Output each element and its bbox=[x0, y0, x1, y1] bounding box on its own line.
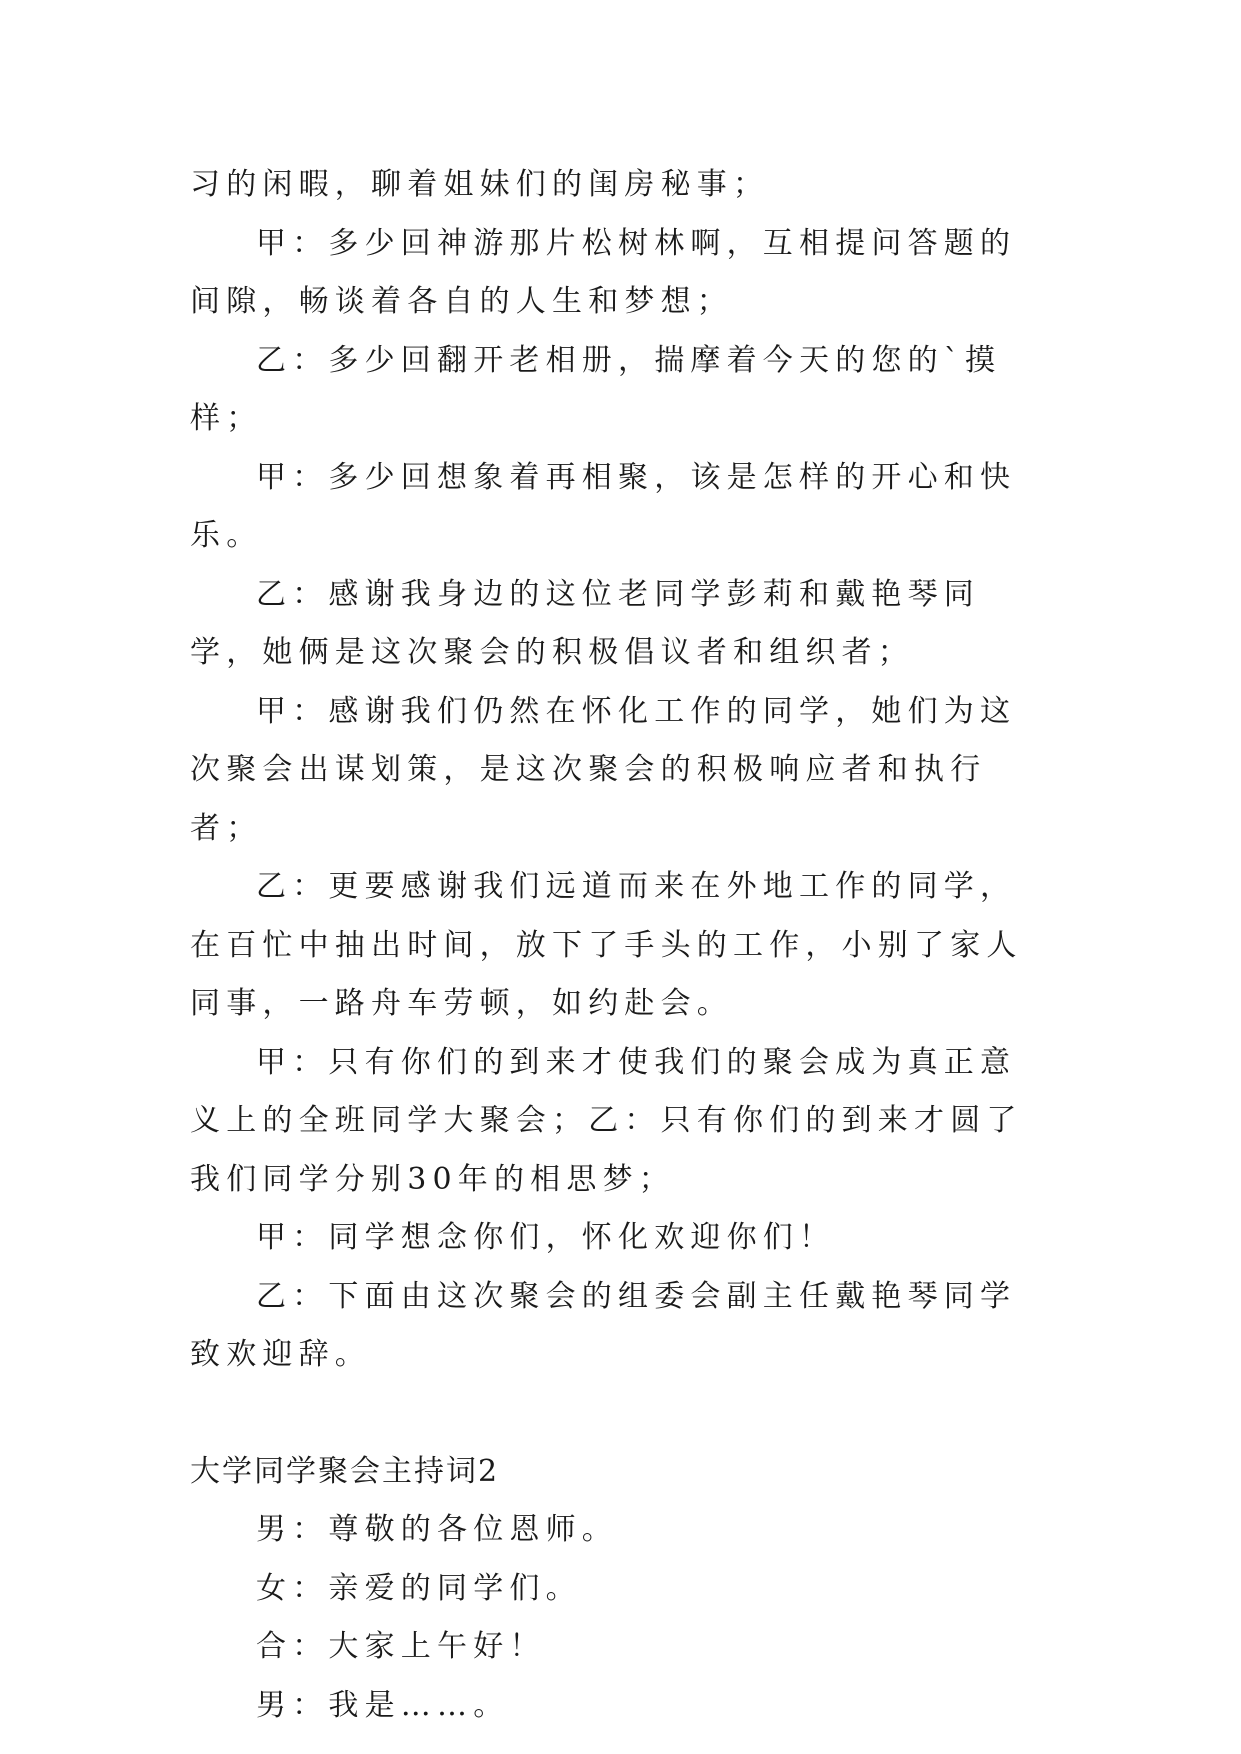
section-title: 大学同学聚会主持词2 bbox=[190, 1453, 500, 1489]
paragraph: 乙：更要感谢我们远道而来在外地工作的同学，在百忙中抽出时间，放下了手头的工作，小别了家人同事，一路舟车劳顿，如约赴会。 bbox=[190, 869, 1023, 1021]
paragraph: 甲：感谢我们仍然在怀化工作的同学，她们为这次聚会出谋划策，是这次聚会的积极响应者和执行者； bbox=[190, 693, 1017, 846]
paragraph: 乙：下面由这次聚会的组委会副主任戴艳琴同学致欢迎辞。 bbox=[190, 1278, 1017, 1372]
paragraph: 乙：感谢我身边的这位老同学彭莉和戴艳琴同学，她俩是这次聚会的积极倡议者和组织者； bbox=[190, 576, 980, 670]
paragraph: 男：尊敬的各位恩师。 bbox=[256, 1512, 618, 1547]
paragraph: 男：我是……。 bbox=[256, 1687, 510, 1723]
paragraph: 甲：同学想念你们，怀化欢迎你们！ bbox=[256, 1220, 836, 1255]
paragraph: 习的闲暇，聊着姐妹们的闺房秘事； bbox=[190, 167, 770, 202]
paragraph: 合：大家上午好！ bbox=[256, 1629, 546, 1664]
paragraph: 甲：多少回神游那片松树林啊，互相提问答题的间隙，畅谈着各自的人生和梦想； bbox=[190, 225, 1017, 319]
paragraph: 乙：多少回翻开老相册，揣摩着今天的您的`摸样； bbox=[190, 342, 1002, 436]
paragraph: 甲：只有你们的到来才使我们的聚会成为真正意义上的全班同学大聚会；乙：只有你们的到来才圆了我们同学分别30年的相思梦； bbox=[190, 1044, 1023, 1197]
document-page bbox=[190, 156, 1050, 1735]
paragraph: 女：亲爱的同学们。 bbox=[256, 1570, 582, 1606]
paragraph: 甲：多少回想象着再相聚，该是怎样的开心和快乐。 bbox=[190, 459, 1017, 553]
